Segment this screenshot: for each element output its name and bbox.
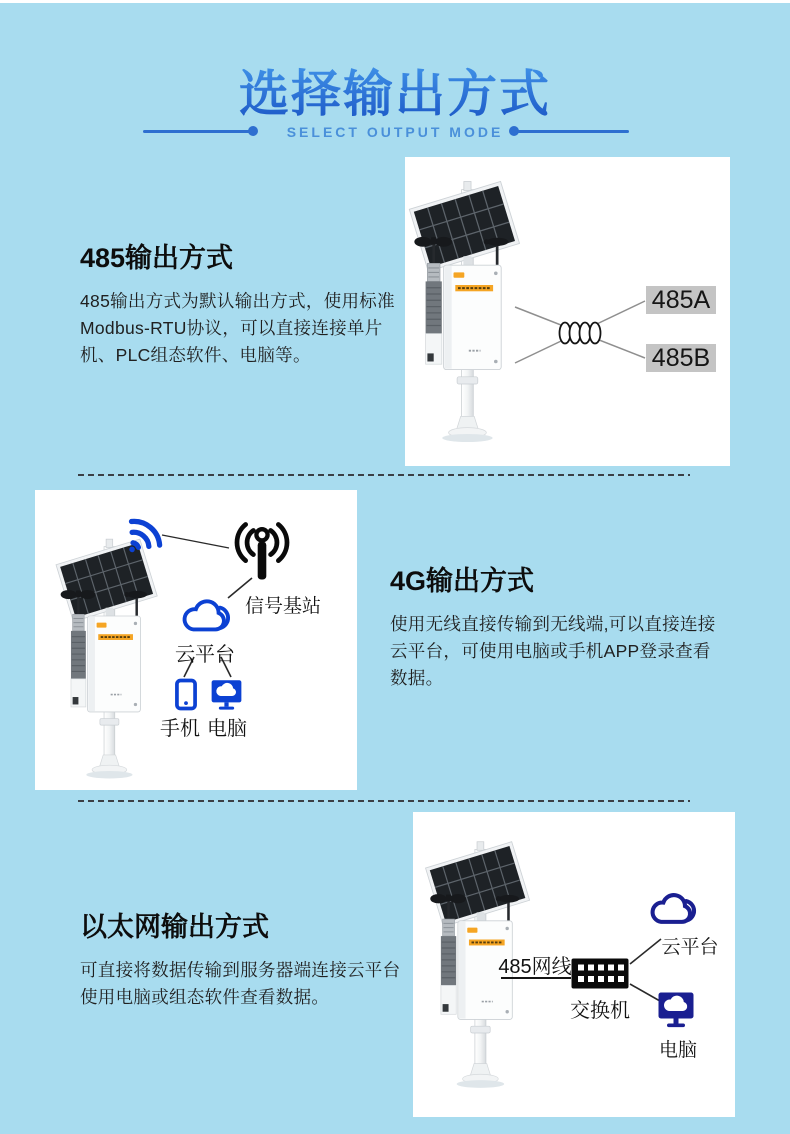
page-subtitle: SELECT OUTPUT MODE	[286, 124, 504, 140]
label-485a: 485A	[646, 286, 716, 314]
dashed-divider	[78, 800, 690, 802]
section-ethernet-heading: 以太网输出方式	[80, 912, 269, 942]
section-4g-heading: 4G输出方式	[390, 566, 535, 596]
network-switch-icon	[571, 958, 629, 989]
phone-icon	[174, 678, 198, 711]
computer-icon	[210, 679, 243, 713]
wifi-signal-icon	[117, 506, 173, 562]
panel-4g-output-diagram	[35, 490, 357, 790]
cloud-icon	[177, 596, 235, 638]
page-title: 选择输出方式	[0, 54, 790, 126]
section-485-heading: 485输出方式	[80, 243, 234, 273]
dashed-divider	[78, 474, 690, 476]
label-computer: 电脑	[207, 718, 247, 740]
label-485b: 485B	[646, 344, 716, 372]
panel-ethernet-output-diagram	[413, 812, 735, 1117]
section-4g-body: 使用无线直接传输到无线端,可以直接连接云平台，可使用电脑或手机APP登录查看数据。	[390, 614, 716, 688]
section-4g-text	[390, 566, 728, 692]
section-ethernet-body: 可直接将数据传输到服务器端连接云平台使用电脑或组态软件查看数据。	[80, 960, 401, 1007]
subtitle-line-left	[143, 130, 251, 133]
label-switch: 交换机	[570, 1000, 630, 1022]
label-computer: 电脑	[658, 1040, 697, 1061]
label-cloud-platform: 云平台	[175, 644, 235, 666]
section-485-body: 485输出方式为默认输出方式，使用标准Modbus-RTU协议，可以直接连接单片机、PLC组态软件、电脑等。	[80, 291, 395, 365]
panel-485-output-diagram	[405, 157, 730, 466]
computer-icon	[657, 991, 695, 1031]
label-phone: 手机	[160, 718, 200, 740]
subtitle-line-right	[517, 130, 629, 133]
label-cloud-platform: 云平台	[661, 937, 719, 958]
top-white-strip	[0, 0, 790, 3]
cloud-icon	[647, 890, 699, 930]
label-base-station: 信号基站	[244, 596, 321, 617]
label-485-cable: 485网线	[498, 956, 572, 978]
section-485-text	[80, 243, 406, 369]
coil-icon	[560, 323, 601, 344]
subtitle-dot-left	[248, 126, 258, 136]
section-ethernet-text	[80, 912, 418, 1011]
base-station-icon	[231, 518, 293, 586]
